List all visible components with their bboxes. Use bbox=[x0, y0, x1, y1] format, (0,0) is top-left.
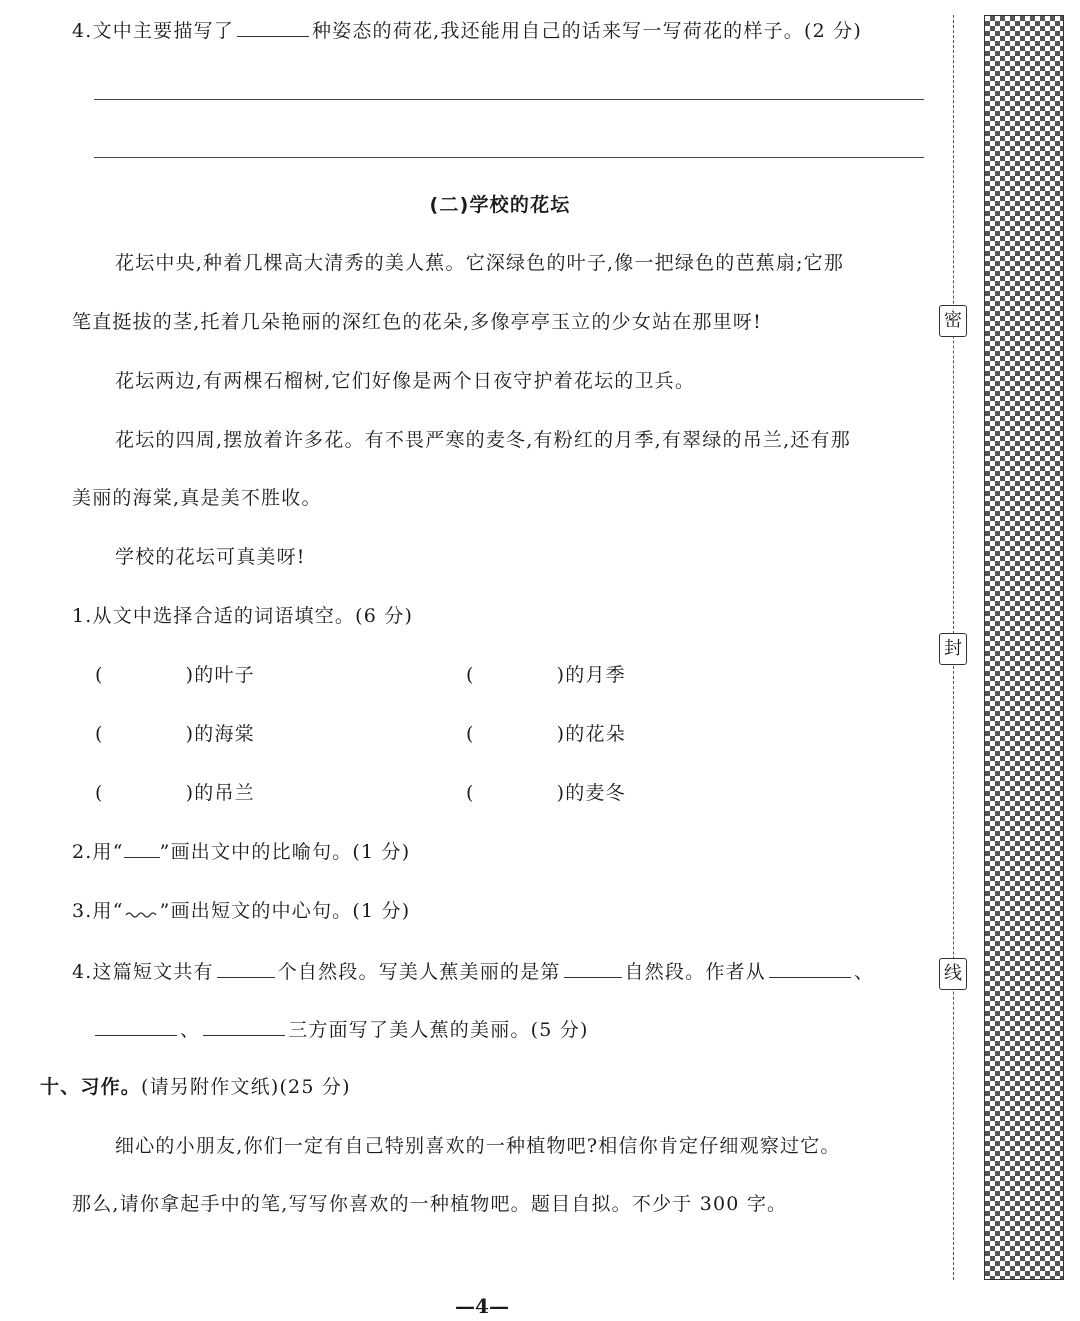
question-3 bbox=[72, 898, 410, 924]
answer-blank[interactable] bbox=[203, 1015, 285, 1036]
binding-char-feng: 封 bbox=[939, 633, 967, 665]
paren-close-label: )的叶子 bbox=[185, 664, 255, 686]
paren-open: ( bbox=[466, 723, 475, 745]
question-4-line-2 bbox=[92, 1015, 589, 1043]
q4-part-a: 4.这篇短文共有 bbox=[72, 961, 214, 983]
q2-suffix: ”画出文中的比喻句。(1 分) bbox=[159, 841, 411, 863]
fill-item-leaves[interactable] bbox=[95, 662, 255, 688]
q3-suffix: ”画出短文的中心句。(1 分) bbox=[159, 900, 411, 922]
answer-blank[interactable] bbox=[217, 957, 275, 978]
passage-paragraph-3-line-1: 花坛的四周,摆放着许多花。有不畏严寒的麦冬,有粉红的月季,有翠绿的吊兰,还有那 bbox=[115, 429, 851, 451]
passage-paragraph-1-line-2: 笔直挺拔的茎,托着几朵艳丽的深红色的花朵,多像亭亭玉立的少女站在那里呀! bbox=[72, 311, 762, 333]
q4-part-e: 、 bbox=[180, 1019, 201, 1041]
answer-line[interactable] bbox=[94, 99, 924, 100]
fill-item-mondo-grass[interactable] bbox=[466, 780, 626, 806]
paren-open: ( bbox=[466, 664, 475, 686]
prev-q4-prefix: 4.文中主要描写了 bbox=[72, 20, 234, 42]
q4-part-f: 三方面写了美人蕉的美丽。(5 分) bbox=[288, 1019, 589, 1041]
prev-q4-suffix: 种姿态的荷花,我还能用自己的话来写一写荷花的样子。(2 分) bbox=[311, 20, 862, 42]
answer-line[interactable] bbox=[94, 157, 924, 158]
paren-open: ( bbox=[95, 782, 104, 804]
paren-close-label: )的海棠 bbox=[185, 723, 255, 745]
passage-title: (二)学校的花坛 bbox=[429, 194, 571, 216]
paren-open: ( bbox=[95, 723, 104, 745]
fill-item-flowers[interactable] bbox=[466, 721, 626, 747]
composition-heading-note: (请另附作文纸)(25 分) bbox=[141, 1076, 351, 1098]
q4-part-b: 个自然段。写美人蕉美丽的是第 bbox=[277, 961, 561, 983]
prev-question-4 bbox=[72, 16, 862, 44]
fill-item-spider-plant[interactable] bbox=[95, 780, 255, 806]
question-4-line-1 bbox=[72, 957, 874, 985]
passage-paragraph-4: 学校的花坛可真美呀! bbox=[115, 546, 306, 568]
question-2 bbox=[72, 839, 410, 865]
composition-prompt-line-1: 细心的小朋友,你们一定有自己特别喜欢的一种植物吧?相信你肯定仔细观察过它。 bbox=[115, 1135, 841, 1157]
passage-paragraph-1-line-1: 花坛中央,种着几棵高大清秀的美人蕉。它深绿色的叶子,像一把绿色的芭蕉扇;它那 bbox=[115, 252, 845, 274]
q3-prefix: 3.用“ bbox=[72, 900, 124, 922]
q4-part-c: 自然段。作者从 bbox=[624, 961, 766, 983]
binding-char-mi: 密 bbox=[939, 305, 967, 337]
paren-open: ( bbox=[95, 664, 104, 686]
question-1: 1.从文中选择合适的词语填空。(6 分) bbox=[72, 605, 414, 627]
page-number: —4— bbox=[455, 1294, 509, 1318]
answer-blank[interactable] bbox=[237, 16, 309, 37]
q2-prefix: 2.用“ bbox=[72, 841, 124, 863]
paren-close-label: )的麦冬 bbox=[556, 782, 626, 804]
straight-underline-sample bbox=[124, 839, 160, 858]
paren-open: ( bbox=[466, 782, 475, 804]
answer-blank[interactable] bbox=[769, 957, 851, 978]
passage-paragraph-2: 花坛两边,有两棵石榴树,它们好像是两个日夜守护着花坛的卫兵。 bbox=[115, 370, 696, 392]
fill-item-rose[interactable] bbox=[466, 662, 626, 688]
answer-blank[interactable] bbox=[95, 1015, 177, 1036]
paren-close-label: )的花朵 bbox=[556, 723, 626, 745]
composition-heading-title: 十、习作。 bbox=[40, 1076, 142, 1098]
passage-paragraph-3-line-2: 美丽的海棠,真是美不胜收。 bbox=[72, 487, 322, 509]
answer-blank[interactable] bbox=[564, 957, 622, 978]
q4-part-d: 、 bbox=[853, 961, 875, 983]
binding-char-xian: 线 bbox=[939, 958, 967, 990]
decorative-pattern-strip bbox=[984, 15, 1064, 1280]
wavy-underline-sample bbox=[124, 899, 160, 917]
composition-prompt-line-2: 那么,请你拿起手中的笔,写写你喜欢的一种植物吧。题目自拟。不少于 300 字。 bbox=[72, 1193, 788, 1215]
paren-close-label: )的月季 bbox=[556, 664, 626, 686]
fill-item-begonia[interactable] bbox=[95, 721, 255, 747]
composition-heading bbox=[40, 1074, 351, 1100]
paren-close-label: )的吊兰 bbox=[185, 782, 255, 804]
